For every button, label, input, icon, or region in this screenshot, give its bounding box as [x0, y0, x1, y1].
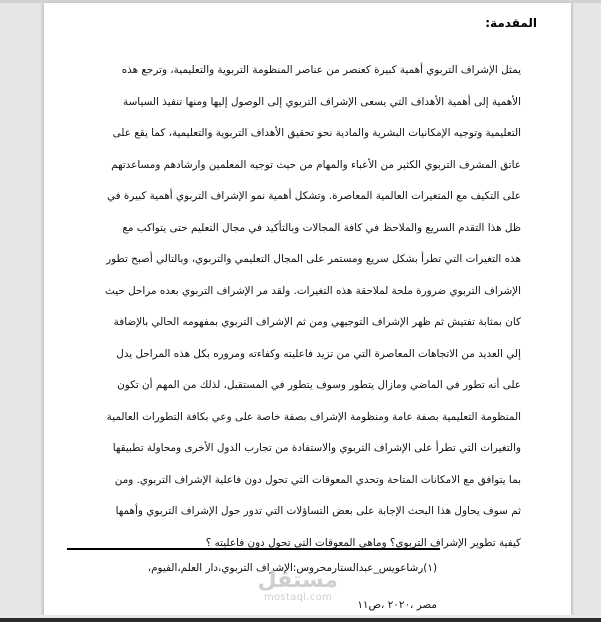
- paragraph-line: على التكيف مع المتغيرات العالمية المعاصرة. وتشكل أهمية نمو الإشراف التربوي أهمية كبيرة في: [106, 190, 521, 202]
- body-paragraph[interactable]: [105, 55, 521, 559]
- paragraph-line: إلي العديد من الاتجاهات المعاصرة التي من تزيد فاعليته وكفاءته ومروره بكل هذه المراحل يدل: [116, 347, 521, 360]
- paragraph-line: كيفية تطوير الإشراف التربوي؟ وماهي المعوقات التي تحول دون فاعليته ؟: [205, 536, 521, 549]
- paragraph-line: المنظومة التعليمية بصفة عامة ومنظومة الإشراف بصفة خاصة على وعي بكافة التطورات العالمية: [106, 410, 521, 423]
- paragraph-line: عاتق المشرف التربوي الكثير من الأعباء والمهام من حيث توجيه المعلمين وارشادهم ومساعدتهم: [111, 158, 521, 171]
- paragraph-line: الأهمية إلى أهمية الأهداف التي يسعى الإشراف التربوي إلى الوصول إليها ومنها تنفيذ السياسة: [123, 95, 521, 108]
- paragraph-line: ظل هذا التقدم السريع والملاحظ في كافة المجالات وبالتأكيد في مجال التعليم حتى يتواكب مع: [122, 221, 521, 234]
- footnote-separator: [67, 548, 440, 550]
- paragraph-line: يمثل الإشراف التربوي أهمية كبيرة كعنصر من عناصر المنظومة التربوية والتعليمية، وترجع هذه: [121, 64, 521, 76]
- footnote-citation-continued: مصر ،٢٠٢٠ ،ص١١: [357, 599, 437, 611]
- paragraph-line: كان بمثابة تفتيش ثم ظهر الإشراف التوجيهي ومن ثم الإشراف التربوي بمفهومه الحالي بالإضافة: [113, 316, 521, 328]
- section-heading: المقدمة:: [485, 16, 537, 30]
- mostaql-watermark: [258, 570, 338, 604]
- watermark-arabic: مستقل: [257, 568, 338, 593]
- paragraph-line: الإشراف التربوي ضرورة ملحة لملاحقة هذه التغيرات. ولقد مر الإشراف التربوي بعده مراحل حيث: [105, 284, 521, 297]
- paragraph-line: على أنه تطور في الماضي ومازال يتطور وسوف يتطور في المستقبل، لذلك من المهم أن تكون: [117, 379, 521, 391]
- paragraph-line: ثم سوف يحاول هذا البحث الإجابة على بعض التساؤلات التي تدور حول الإشراف التربوي وأهمها: [115, 505, 521, 517]
- watermark-latin: mostaql.com: [263, 592, 333, 603]
- footnote-citation: (١)رشاعويس_عبدالستارمحروس:الإشراف التربوي،دار العلم،الفيوم،: [147, 562, 437, 574]
- paragraph-line: والتغيرات التي تطرأ على الإشراف التربوي والاستفادة من تجارب الدول الأخرى ومحاولة تطبيقها: [112, 442, 521, 454]
- paragraph-line: التعليمية وتوجيه الإمكانيات البشرية والمادية نحو تحقيق الأهداف التربوية والتعليمية، كما يقع على: [112, 127, 521, 139]
- taskbar-edge: [0, 618, 601, 622]
- paragraph-line: بما يتوافق مع الامكانات المتاحة وتحدي المعوقات التي تحول دون فاعلية الإشراف التربوي. ومن: [114, 473, 521, 486]
- paragraph-line: هذه التغيرات التي تطرأ بشكل سريع ومستمر على المجال التعليمي والتربوي، وبالتالي أصبح تطور: [106, 253, 521, 265]
- document-page[interactable]: [44, 3, 571, 615]
